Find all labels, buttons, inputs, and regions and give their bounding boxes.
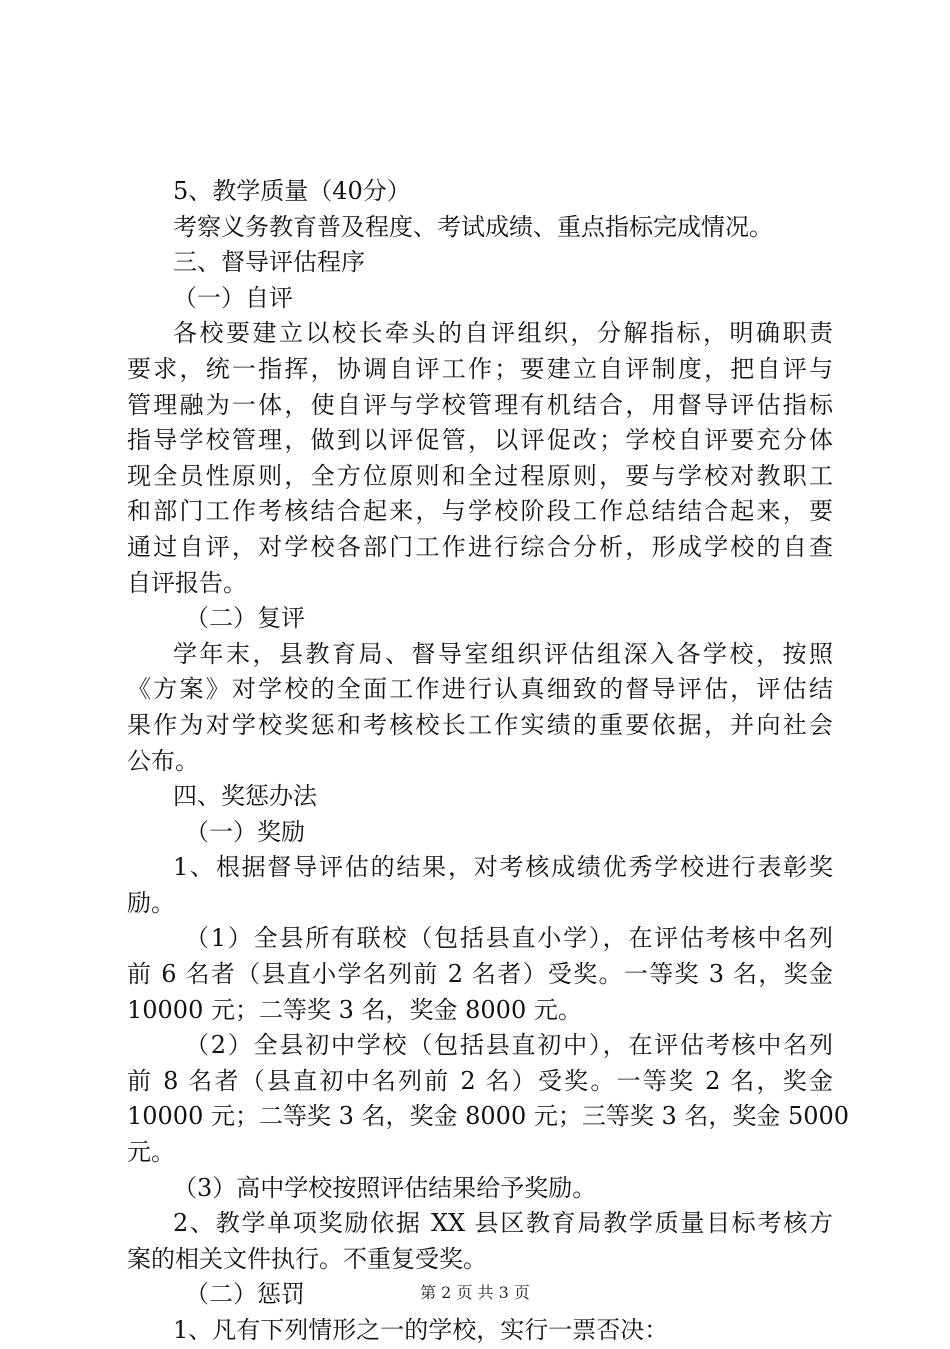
text-line: （二）复评 (185, 604, 305, 633)
text-line: （3）高中学校按照评估结果给予奖励。 (173, 1173, 597, 1202)
text-line: 1、凡有下列情形之一的学校，实行一票否决： (173, 1316, 669, 1344)
text-line: 学年末，县教育局、督导室组织评估组深入各学校，按照 (173, 639, 833, 668)
text-line: 公布。 (127, 746, 199, 775)
text-line: 10000 元；二等奖 3 名，奖金 8000 元。 (127, 995, 582, 1024)
text-line: 《方案》对学校的全面工作进行认真细致的督导评估，评估结 (127, 675, 833, 704)
text-line: （一）奖励 (185, 817, 305, 846)
page-footer: 第 2 页 共 3 页 (420, 1283, 530, 1302)
text-line: （2）全县初中学校（包括县直初中），在评估考核中名列 (185, 1031, 833, 1060)
text-line: 案的相关文件执行。不重复受奖。 (127, 1244, 487, 1273)
text-line: 考察义务教育普及程度、考试成绩、重点指标完成情况。 (173, 212, 773, 241)
text-line: 现全员性原则，全方位原则和全过程原则，要与学校对教职工 (127, 461, 833, 490)
text-line: 通过自评，对学校各部门工作进行综合分析，形成学校的自查 (127, 532, 833, 561)
text-line: 前 6 名者（县直小学名列前 2 名者）受奖。一等奖 3 名，奖金 (127, 960, 833, 989)
text-line: （一）自评 (173, 283, 293, 312)
text-line: 和部门工作考核结合起来，与学校阶段工作总结结合起来，要 (127, 497, 833, 526)
text-line: 各校要建立以校长牵头的自评组织，分解指标，明确职责 (173, 319, 833, 348)
text-line: 三、督导评估程序 (173, 248, 365, 277)
text-line: 四、奖惩办法 (173, 782, 317, 811)
text-line: 10000 元；二等奖 3 名，奖金 8000 元；三等奖 3 名，奖金 5000 (127, 1102, 850, 1131)
text-line: （1）全县所有联校（包括县直小学），在评估考核中名列 (185, 924, 833, 953)
text-line: 自评报告。 (127, 568, 247, 597)
text-line: 5、教学质量（40分） (173, 177, 411, 205)
text-line: 2、教学单项奖励依据 XX 县区教育局教学质量目标考核方 (173, 1209, 833, 1238)
text-line: 励。 (127, 888, 175, 917)
text-line: 指导学校管理，做到以评促管，以评促改；学校自评要充分体 (127, 426, 833, 455)
text-line: 元。 (127, 1138, 175, 1167)
document-body (127, 174, 850, 1349)
text-line: 1、根据督导评估的结果，对考核成绩优秀学校进行表彰奖 (173, 853, 833, 882)
text-line: 果作为对学校奖惩和考核校长工作实绩的重要依据，并向社会 (127, 710, 833, 739)
text-line: （二）惩罚 (185, 1280, 305, 1309)
text-line: 要求，统一指挥，协调自评工作；要建立自评制度，把自评与 (127, 354, 833, 383)
text-line: 前 8 名者（县直初中名列前 2 名）受奖。一等奖 2 名，奖金 (127, 1066, 833, 1095)
text-line: 管理融为一体，使自评与学校管理有机结合，用督导评估指标 (127, 390, 833, 419)
